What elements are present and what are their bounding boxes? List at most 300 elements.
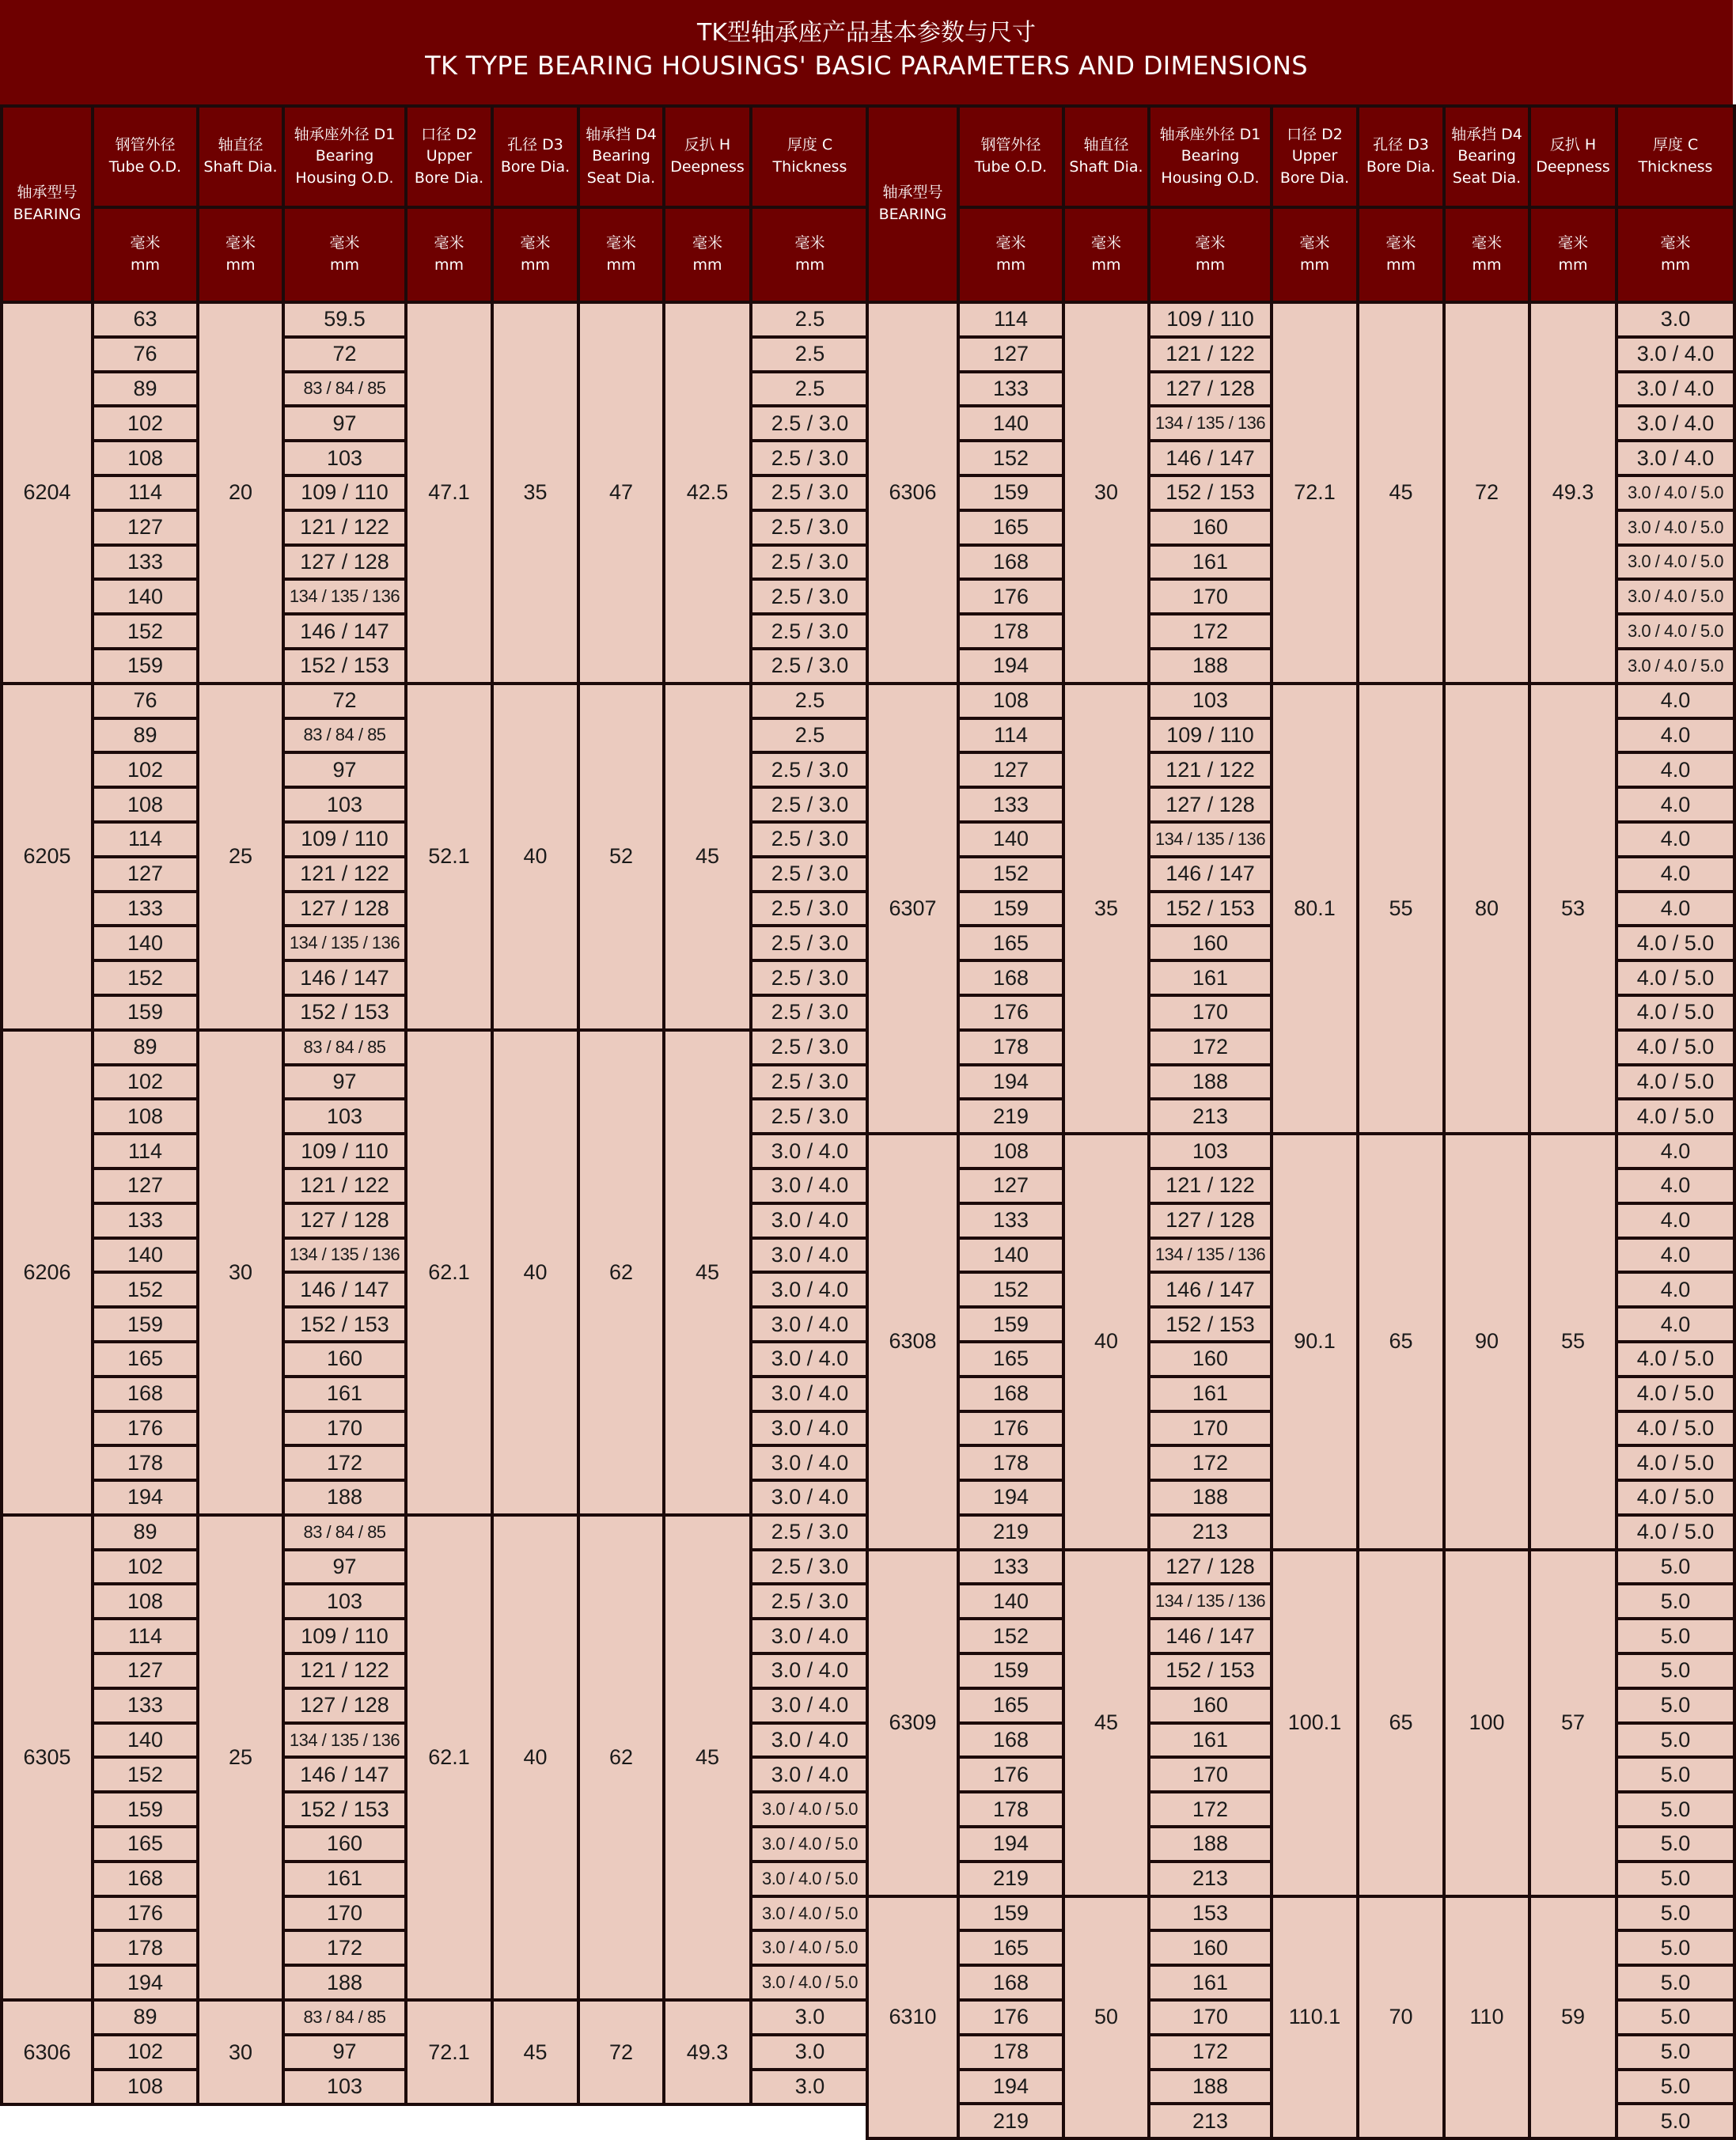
header-line: 轴直径 [218,136,263,154]
housing-od-cell: 152 / 153 [283,1792,406,1827]
housing-od-cell: 146 / 147 [283,614,406,649]
header-line: mm [1385,256,1416,274]
table-row [867,684,1734,718]
header-line: 轴承座外径 D1 [1159,125,1261,143]
tube-od-cell: 127 [958,337,1063,372]
header-col-6 [1529,106,1617,207]
header-unit [958,207,1063,302]
table-header [867,106,1734,302]
header-line: 毫米 [130,234,161,252]
thickness-cell: 4.0 / 5.0 [1617,1377,1734,1411]
tube-od-cell: 152 [93,1757,198,1792]
header-line: 毫米 [605,234,636,252]
header-line: mm [1091,256,1121,274]
header-line: mm [226,256,256,274]
thickness-cell: 3.0 / 4.0 / 5.0 [751,1896,869,1931]
header-line: 口径 D2 [1287,125,1343,143]
table-row [867,1134,1734,1168]
housing-od-cell: 161 [1149,1965,1272,2000]
thickness-cell: 3.0 / 4.0 [751,1168,869,1203]
tube-od-cell: 194 [958,649,1063,684]
tube-od-cell: 133 [93,545,198,580]
seat-dia-cell: 47 [578,302,664,684]
thickness-cell: 4.0 / 5.0 [1617,1030,1734,1065]
bore-dia-cell: 55 [1358,684,1444,1134]
seat-dia-cell: 62 [578,1515,664,2000]
thickness-cell: 3.0 / 4.0 / 5.0 [751,1792,869,1827]
tube-od-cell: 133 [93,892,198,926]
tube-od-cell: 114 [93,1134,198,1168]
housing-od-cell: 109 / 110 [283,475,406,510]
housing-od-cell: 97 [283,1065,406,1100]
tube-od-cell: 194 [958,1065,1063,1100]
housing-od-cell: 172 [1149,1792,1272,1827]
shaft-dia-cell: 20 [198,302,283,684]
thickness-cell: 5.0 [1617,1862,1734,1896]
bore-dia-cell: 65 [1358,1134,1444,1550]
housing-od-cell: 152 / 153 [283,1307,406,1342]
housing-od-cell: 146 / 147 [1149,857,1272,892]
seat-dia-cell: 90 [1444,1134,1529,1550]
housing-od-cell: 121 / 122 [1149,752,1272,787]
housing-od-cell: 134 / 135 / 136 [283,579,406,614]
thickness-cell: 2.5 [751,372,869,407]
housing-od-cell: 97 [283,752,406,787]
tube-od-cell: 176 [958,995,1063,1030]
bearing-model-cell: 6306 [867,302,958,684]
tube-od-cell: 168 [958,1377,1063,1411]
thickness-cell: 2.5 [751,684,869,718]
housing-od-cell: 213 [1149,1099,1272,1134]
housing-od-cell: 160 [1149,510,1272,545]
deepness-cell: 49.3 [1529,302,1617,684]
header-unit [406,207,492,302]
thickness-cell: 3.0 / 4.0 [751,1757,869,1792]
tube-od-cell: 127 [93,857,198,892]
thickness-cell: 3.0 / 4.0 / 5.0 [1617,475,1734,510]
housing-od-cell: 213 [1149,1862,1272,1896]
header-line: Bore Dia. [414,169,484,187]
deepness-cell: 45 [664,1515,751,2000]
housing-od-cell: 172 [283,1930,406,1965]
header-line: mm [1195,256,1226,274]
tube-od-cell: 140 [958,406,1063,441]
tube-od-cell: 165 [958,510,1063,545]
tube-od-cell: 108 [93,1584,198,1619]
thickness-cell: 2.5 / 3.0 [751,926,869,960]
header-unit [198,207,283,302]
header-line: 厚度 C [787,136,833,154]
header-line: Bearing [1457,147,1516,165]
header-col-7 [751,106,869,207]
tube-od-cell: 165 [93,1342,198,1377]
header-line: Deepness [1536,158,1610,176]
tube-od-cell: 127 [93,510,198,545]
header-line: mm [995,256,1026,274]
header-line: mm [1660,256,1691,274]
tube-od-cell: 194 [93,1965,198,2000]
header-line: Bore Dia. [1366,158,1436,176]
tube-od-cell: 133 [93,1203,198,1238]
seat-dia-cell: 100 [1444,1550,1529,1896]
header-col-6 [664,106,751,207]
bore-dia-cell: 65 [1358,1550,1444,1896]
tube-od-cell: 178 [958,2035,1063,2070]
housing-od-cell: 127 / 128 [283,892,406,926]
thickness-cell: 4.0 [1617,1134,1734,1168]
thickness-cell: 4.0 / 5.0 [1617,926,1734,960]
housing-od-cell: 188 [283,1965,406,2000]
tube-od-cell: 165 [958,1342,1063,1377]
thickness-cell: 3.0 / 4.0 [1617,372,1734,407]
thickness-cell: 3.0 / 4.0 / 5.0 [1617,579,1734,614]
housing-od-cell: 160 [283,1827,406,1862]
thickness-cell: 3.0 [751,2000,869,2035]
upper-bore-cell: 62.1 [406,1515,492,2000]
tube-od-cell: 114 [93,1619,198,1653]
tube-od-cell: 76 [93,684,198,718]
header-line: Seat Dia. [586,169,656,187]
housing-od-cell: 170 [1149,2000,1272,2035]
thickness-cell: 3.0 / 4.0 [751,1272,869,1307]
tube-od-cell: 140 [958,822,1063,857]
housing-od-cell: 109 / 110 [1149,718,1272,753]
tube-od-cell: 176 [958,1757,1063,1792]
thickness-cell: 5.0 [1617,1584,1734,1619]
header-unit [1444,207,1529,302]
bearing-model-cell: 6307 [867,684,958,1134]
thickness-cell: 4.0 / 5.0 [1617,1480,1734,1515]
tube-od-cell: 159 [958,475,1063,510]
housing-od-cell: 172 [1149,1030,1272,1065]
thickness-cell: 4.0 [1617,892,1734,926]
housing-od-cell: 103 [283,1584,406,1619]
header-line: BEARING [878,206,947,223]
header-unit [1272,207,1358,302]
header-line: 毫米 [1299,234,1330,252]
housing-od-cell: 152 / 153 [1149,1307,1272,1342]
housing-od-cell: 103 [1149,1134,1272,1168]
tube-od-cell: 159 [93,995,198,1030]
tube-od-cell: 168 [93,1377,198,1411]
header-col-7 [1617,106,1734,207]
header-line: Bearing [592,147,650,165]
thickness-cell: 3.0 / 4.0 [751,1619,869,1653]
bearing-model-cell: 6205 [2,684,93,1030]
housing-od-cell: 213 [1149,1515,1272,1550]
thickness-cell: 2.5 / 3.0 [751,475,869,510]
thickness-cell: 4.0 [1617,1238,1734,1273]
tube-od-cell: 168 [958,1723,1063,1758]
thickness-cell: 5.0 [1617,1550,1734,1585]
tube-od-cell: 178 [958,1445,1063,1480]
thickness-cell: 5.0 [1617,1688,1734,1723]
housing-od-cell: 103 [283,1099,406,1134]
shaft-dia-cell: 25 [198,1515,283,2000]
tube-od-cell: 114 [93,822,198,857]
tube-od-cell: 76 [93,337,198,372]
thickness-cell: 4.0 [1617,718,1734,753]
housing-od-cell: 188 [283,1480,406,1515]
header-col-3 [1272,106,1358,207]
thickness-cell: 4.0 [1617,752,1734,787]
tube-od-cell: 178 [958,1792,1063,1827]
thickness-cell: 5.0 [1617,1896,1734,1931]
title-banner [0,0,1733,104]
tube-od-cell: 140 [93,926,198,960]
housing-od-cell: 109 / 110 [1149,302,1272,337]
header-line: Thickness [1638,158,1713,176]
thickness-cell: 3.0 [1617,302,1734,337]
header-line: 口径 D2 [421,125,477,143]
thickness-cell: 5.0 [1617,2104,1734,2138]
header-unit [1617,207,1734,302]
housing-od-cell: 83 / 84 / 85 [283,1030,406,1065]
housing-od-cell: 146 / 147 [1149,441,1272,475]
table-row [2,684,869,718]
header-line: BEARING [13,206,81,223]
header-line: 厚度 C [1652,136,1699,154]
header-line: 毫米 [1195,234,1226,252]
tube-od-cell: 165 [958,1688,1063,1723]
thickness-cell: 2.5 / 3.0 [751,441,869,475]
tube-od-cell: 159 [93,649,198,684]
header-line: Housing O.D. [1161,169,1260,187]
thickness-cell: 3.0 / 4.0 [751,1480,869,1515]
seat-dia-cell: 110 [1444,1896,1529,2139]
thickness-cell: 2.5 / 3.0 [751,545,869,580]
housing-od-cell: 134 / 135 / 136 [1149,1238,1272,1273]
tube-od-cell: 133 [93,1688,198,1723]
bearing-model-cell: 6204 [2,302,93,684]
deepness-cell: 49.3 [664,2000,751,2104]
tube-od-cell: 152 [958,1272,1063,1307]
thickness-cell: 2.5 / 3.0 [751,1515,869,1550]
tube-od-cell: 133 [958,787,1063,822]
tube-od-cell: 89 [93,1515,198,1550]
header-line: Shaft Dia. [203,158,278,176]
header-line: Upper [1291,147,1338,165]
thickness-cell: 5.0 [1617,2035,1734,2070]
housing-od-cell: 134 / 135 / 136 [1149,406,1272,441]
thickness-cell: 2.5 / 3.0 [751,787,869,822]
header-line: Upper [426,147,472,165]
housing-od-cell: 152 / 153 [283,995,406,1030]
header-line: 钢管外径 [980,136,1041,154]
tube-od-cell: 127 [958,752,1063,787]
tube-od-cell: 219 [958,1515,1063,1550]
table-row [867,302,1734,337]
header-line: Housing O.D. [295,169,394,187]
thickness-cell: 3.0 / 4.0 [751,1445,869,1480]
header-line: mm [130,256,161,274]
thickness-cell: 2.5 / 3.0 [751,960,869,995]
tube-od-cell: 140 [958,1584,1063,1619]
bore-dia-cell: 40 [492,1515,578,2000]
tube-od-cell: 102 [93,1065,198,1100]
seat-dia-cell: 72 [1444,302,1529,684]
shaft-dia-cell: 50 [1063,1896,1149,2139]
seat-dia-cell: 72 [578,2000,664,2104]
housing-od-cell: 121 / 122 [1149,337,1272,372]
header-unit [578,207,664,302]
thickness-cell: 2.5 [751,718,869,753]
tube-od-cell: 108 [93,787,198,822]
header-line: Bearing [1181,147,1240,165]
thickness-cell: 4.0 / 5.0 [1617,1342,1734,1377]
tube-od-cell: 159 [958,1307,1063,1342]
header-line: mm [520,256,551,274]
housing-od-cell: 83 / 84 / 85 [283,1515,406,1550]
thickness-cell: 3.0 / 4.0 / 5.0 [751,1930,869,1965]
housing-od-cell: 121 / 122 [283,1653,406,1688]
housing-od-cell: 103 [283,787,406,822]
thickness-cell: 4.0 / 5.0 [1617,1445,1734,1480]
thickness-cell: 3.0 / 4.0 [751,1134,869,1168]
tube-od-cell: 165 [958,926,1063,960]
housing-od-cell: 109 / 110 [283,1134,406,1168]
seat-dia-cell: 80 [1444,684,1529,1134]
thickness-cell: 2.5 / 3.0 [751,1065,869,1100]
seat-dia-cell: 52 [578,684,664,1030]
shaft-dia-cell: 45 [1063,1550,1149,1896]
housing-od-cell: 170 [283,1896,406,1931]
housing-od-cell: 127 / 128 [1149,372,1272,407]
header-unit [1529,207,1617,302]
table-body [867,302,1734,2138]
thickness-cell: 2.5 / 3.0 [751,1550,869,1585]
thickness-cell: 4.0 [1617,1307,1734,1342]
shaft-dia-cell: 30 [1063,302,1149,684]
thickness-cell: 3.0 / 4.0 [751,1307,869,1342]
housing-od-cell: 127 / 128 [1149,787,1272,822]
header-line: 毫米 [434,234,464,252]
housing-od-cell: 188 [1149,1827,1272,1862]
housing-od-cell: 121 / 122 [1149,1168,1272,1203]
header-line: mm [692,256,722,274]
thickness-cell: 2.5 / 3.0 [751,1030,869,1065]
thickness-cell: 3.0 [751,2035,869,2070]
housing-od-cell: 127 / 128 [283,1203,406,1238]
housing-od-cell: 170 [283,1411,406,1446]
header-line: 毫米 [329,234,360,252]
housing-od-cell: 146 / 147 [283,1757,406,1792]
housing-od-cell: 152 / 153 [1149,475,1272,510]
thickness-cell: 3.0 / 4.0 [751,1203,869,1238]
thickness-cell: 3.0 / 4.0 [751,1688,869,1723]
housing-od-cell: 121 / 122 [283,1168,406,1203]
header-col-2 [1149,106,1272,207]
housing-od-cell: 103 [283,441,406,475]
header-col-2 [283,106,406,207]
housing-od-cell: 103 [1149,684,1272,718]
housing-od-cell: 188 [1149,1480,1272,1515]
tube-od-cell: 176 [93,1896,198,1931]
header-col-0 [958,106,1063,207]
housing-od-cell: 83 / 84 / 85 [283,372,406,407]
upper-bore-cell: 52.1 [406,684,492,1030]
tube-od-cell: 102 [93,752,198,787]
thickness-cell: 3.0 / 4.0 [1617,337,1734,372]
header-unit [93,207,198,302]
tube-od-cell: 152 [958,857,1063,892]
tube-od-cell: 178 [958,1030,1063,1065]
housing-od-cell: 134 / 135 / 136 [1149,1584,1272,1619]
header-line: 轴承挡 D4 [586,125,657,143]
housing-od-cell: 161 [1149,545,1272,580]
tube-od-cell: 127 [958,1168,1063,1203]
thickness-cell: 3.0 / 4.0 [751,1723,869,1758]
bearing-model-cell: 6305 [2,1515,93,2000]
table-row [867,1550,1734,1585]
tube-od-cell: 159 [958,892,1063,926]
thickness-cell: 5.0 [1617,1792,1734,1827]
header-line: 轴承座外径 D1 [294,125,396,143]
tube-od-cell: 133 [958,372,1063,407]
thickness-cell: 4.0 / 5.0 [1617,1515,1734,1550]
housing-od-cell: 188 [1149,1065,1272,1100]
upper-bore-cell: 110.1 [1272,1896,1358,2139]
tube-od-cell: 194 [958,1480,1063,1515]
housing-od-cell: 160 [1149,1930,1272,1965]
table-row [2,1030,869,1065]
tube-od-cell: 102 [93,2035,198,2070]
header-line: Deepness [670,158,745,176]
tube-od-cell: 108 [93,441,198,475]
deepness-cell: 55 [1529,1134,1617,1550]
housing-od-cell: 170 [1149,1757,1272,1792]
thickness-cell: 2.5 / 3.0 [751,1099,869,1134]
deepness-cell: 45 [664,684,751,1030]
thickness-cell: 2.5 [751,337,869,372]
tube-od-cell: 165 [958,1930,1063,1965]
tube-od-cell: 89 [93,2000,198,2035]
tube-od-cell: 159 [958,1896,1063,1931]
housing-od-cell: 97 [283,406,406,441]
header-col-1 [1063,106,1149,207]
upper-bore-cell: 72.1 [1272,302,1358,684]
thickness-cell: 4.0 [1617,684,1734,718]
upper-bore-cell: 47.1 [406,302,492,684]
header-line: mm [434,256,464,274]
header-col-1 [198,106,283,207]
thickness-cell: 5.0 [1617,1619,1734,1653]
housing-od-cell: 161 [283,1377,406,1411]
bore-dia-cell: 45 [492,2000,578,2104]
tube-od-cell: 140 [93,579,198,614]
header-line: 毫米 [995,234,1026,252]
housing-od-cell: 134 / 135 / 136 [283,926,406,960]
left-table-panel [0,104,867,2106]
header-line: Tube O.D. [108,158,182,176]
housing-od-cell: 161 [1149,1377,1272,1411]
housing-od-cell: 134 / 135 / 136 [1149,822,1272,857]
thickness-cell: 3.0 / 4.0 / 5.0 [751,1827,869,1862]
thickness-cell: 3.0 / 4.0 [751,1377,869,1411]
tube-od-cell: 102 [93,406,198,441]
tube-od-cell: 108 [958,1134,1063,1168]
housing-od-cell: 152 / 153 [283,649,406,684]
shaft-dia-cell: 40 [1063,1134,1149,1550]
thickness-cell: 5.0 [1617,1965,1734,2000]
thickness-cell: 3.0 / 4.0 / 5.0 [1617,510,1734,545]
housing-od-cell: 160 [1149,926,1272,960]
deepness-cell: 45 [664,1030,751,1515]
bore-dia-cell: 45 [1358,302,1444,684]
housing-od-cell: 109 / 110 [283,1619,406,1653]
header-line: 毫米 [1660,234,1691,252]
thickness-cell: 4.0 [1617,787,1734,822]
